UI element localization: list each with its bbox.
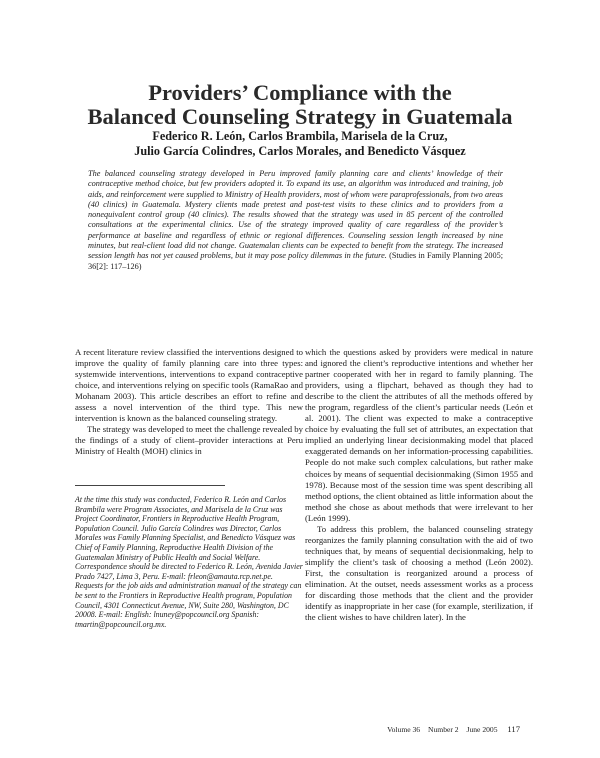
footnote-paragraph: At the time this study was conducted, Federico R. León and Carlos Brambila were Program Associates, and Marisela de la Cruz was Project Coordinator, Frontiers in Reproductive Health Program, Population Council. Julio García Colindres was Director, Carlos Morales was Family Planning Specialist, and Benedicto Vásquez was Chief of Family Planning, Reproductive Health Division of the Guatemalan Ministry of Public Health and Social Welfare. Correspondence should be directed to Federico R. León, Avenida Javier Prado 7427, Lima 3, Peru. E-mail: frleon@amauta.rcp.net.pe. (75, 495, 303, 581)
authors-line-2: Julio García Colindres, Carlos Morales, and Benedicto Vásquez (134, 144, 466, 158)
body-column-left (75, 347, 303, 457)
page-footer (381, 724, 520, 734)
page-number: 117 (507, 724, 520, 734)
body-column-right (305, 347, 533, 623)
body-paragraph: To address this problem, the balanced counseling strategy reorganizes the family planning consultation with the aid of two techniques that, by means of sequential decisionmaking, help to simplify the client’s task of choosing a method (León 2002). First, the consultation is reorganized around a process of elimination. At the outset, needs assessment works as a process for discarding those methods that the client and the provider identify as inappropriate in her case (for example, sterilization, if the client wishes to have children later). In the (305, 523, 533, 623)
footnote-divider (75, 485, 225, 486)
authors-line-1: Federico R. León, Carlos Brambila, Marisela de la Cruz, (152, 129, 448, 143)
title-line-2: Balanced Counseling Strategy in Guatemala (87, 104, 513, 130)
body-paragraph: A recent literature review classified the interventions designed to improve the quality of family planning care into three types: systemwide interventions, interventions to expand contraceptive choice, and interventions relying on specific tools (RamaRao and Mohanam 2003). This article describes an effort to refine and assess a novel intervention of the third type. This new intervention is known as the balanced counseling strategy. (75, 347, 303, 424)
abstract-citation: (Studies in Family Planning 2005; 36[2]: 117–126) (88, 251, 504, 271)
footer-date: June 2005 (466, 725, 498, 734)
footer-number: Number 2 (428, 725, 459, 734)
footnote-paragraph: Requests for the job aids and administration manual of the strategy can be sent to the Frontiers in Reproductive Health program, Population Council, 4301 Connecticut Avenue, NW, Suite 280, Washington, DC 20008. E-mail: English: lnuney@popcouncil.org Spanish: tmartin@popcouncil.org.mx. (75, 581, 302, 629)
title-line-1: Providers’ Compliance with the (148, 80, 452, 106)
body-paragraph: which the questions asked by providers were medical in nature and ignored the client’s reproductive intentions and whether her partner cooperated with her in regard to family planning. The providers, using a flipchart, behaved as though they had to describe to the client the attributes of all the methods offered by the program, regardless of the client’s particular needs (León et al. 2001). The client was expected to make a contraceptive choice by evaluating the full set of attributes, an expectation that implied an underlying linear decisionmaking model that placed exaggerated demands on her information-processing capabilities. People do not make such complex calculations, but rather make choices by means of sequential decisionmaking (Simon 1955 and 1978). Because most of the session time was spent describing all method options, the client obtained as little information about the method she chose as about methods that were irrelevant to her (León 1999). (305, 347, 533, 523)
author-footnote (75, 495, 303, 629)
body-paragraph: The strategy was developed to meet the challenge revealed by the findings of a study of client–provider interactions at Peru Ministry of Health (MOH) clinics in (75, 424, 303, 457)
abstract (88, 169, 503, 272)
article-title (60, 81, 540, 129)
abstract-text: The balanced counseling strategy developed in Peru improved family planning care and clients’ knowledge of their contraceptive method choice, but few providers adopted it. To expand its use, an algorithm was introduced and training, job aids, and reinforcement were supplied to Ministry of Health providers, most of whom were paraprofessionals, from two areas (40 clinics) in Guatemala. Mystery clients made pretest and post-test visits to these clinics and to providers from a nonequivalent control group (40 clinics). The results showed that the strategy was used in 85 percent of the controlled consultations at the experimental clinics. Use of the strategy improved quality of care regardless of the provider’s performance at baseline and regardless of ethnic or regional differences. Counseling session length increased by nine minutes, but real-client load did not change. Guatemalan clients can be expected to benefit from the strategy. The increased session length has not yet caused problems, but it may pose policy dilemmas in the future. (88, 169, 503, 261)
author-list (80, 129, 520, 159)
footer-volume: Volume 36 (387, 725, 421, 734)
